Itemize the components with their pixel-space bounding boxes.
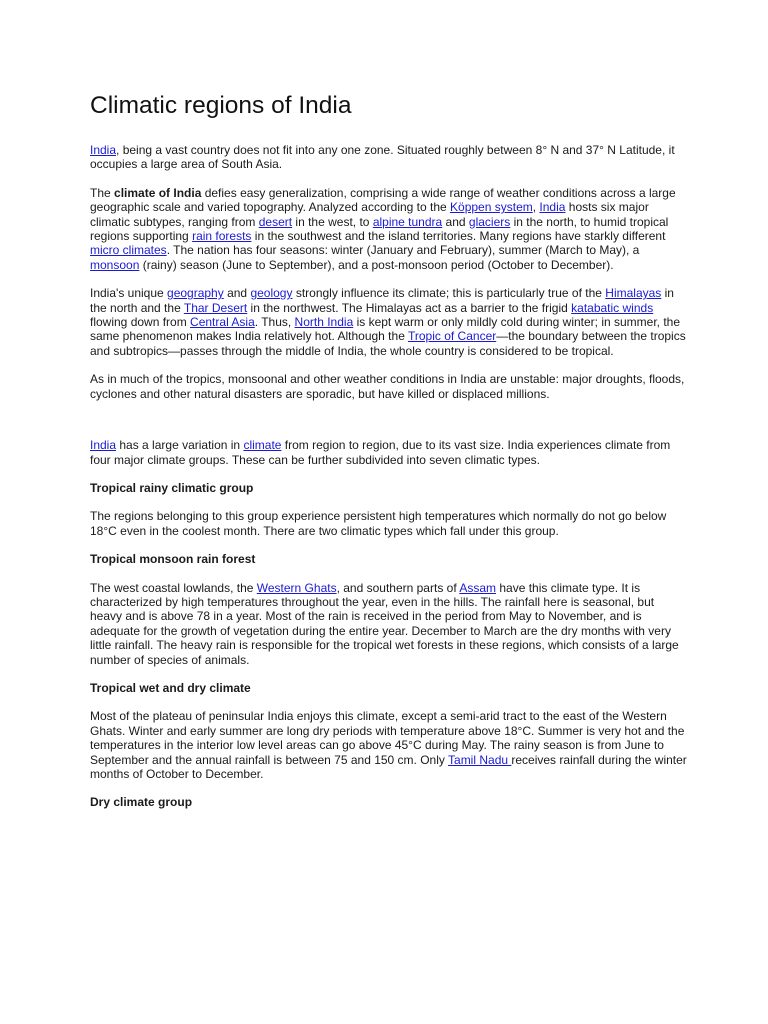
paragraph-tropical-wet-dry: Most of the plateau of peninsular India enjoys this climate, except a semi-arid tract to the east of the Western Ghats. Winter and early summer are long dry periods with temperature above 18°C. Summer is very hot and the temperatures in the interior low level areas can go above 45°C during May. The rainy season is from June to September and the annual rainfall is between 75 and 150 cm. Only Tamil Nadu receives rainfall during the winter months of October to December.	[90, 709, 687, 781]
link-india[interactable]: India	[539, 200, 566, 215]
heading-dry-climate: Dry climate group	[90, 795, 193, 810]
link-india[interactable]: India	[90, 143, 117, 157]
paragraph-intro: India, being a vast country does not fit into any one zone. Situated roughly between 8° N and 37° N Latitude, it occupies a large area of South Asia.	[90, 143, 675, 172]
link-himalayas[interactable]: Himalayas	[605, 286, 662, 301]
link-rain-forests[interactable]: rain forests	[192, 229, 252, 244]
link-monsoon[interactable]: monsoon	[90, 257, 140, 272]
link-katabatic-winds[interactable]: katabatic winds	[571, 300, 654, 315]
paragraph-instability: As in much of the tropics, monsoonal and other weather conditions in India are unstable: major droughts, floods, cyclones and other natural disasters are sporadic, but have killed or displaced millions.	[90, 372, 685, 401]
link-geography[interactable]: geography	[167, 286, 224, 301]
link-thar-desert[interactable]: Thar Desert	[183, 300, 248, 315]
link-micro-climates[interactable]: micro climates	[90, 243, 167, 258]
link-assam[interactable]: Assam	[459, 580, 497, 595]
link-tamil-nadu[interactable]: Tamil Nadu	[448, 752, 512, 767]
link-geology[interactable]: geology	[250, 286, 293, 301]
link-india[interactable]: India	[90, 438, 117, 453]
paragraph-tropical-monsoon: The west coastal lowlands, the Western Ghats, and southern parts of Assam have this climate type. It is characterized by high temperatures throughout the year, even in the hills. The rainfall here is seasonal, but heavy and is above 78 in a year. Most of the rain is received in the period from May to November, and is adequate for the growth of vegetation during the entire year. December to March are the dry months with very little rainfall. The heavy rain is responsible for the tropical wet forests in these regions, which consists of a large number of species of animals.	[90, 580, 679, 667]
link-desert[interactable]: desert	[258, 214, 293, 229]
link-western-ghats[interactable]: Western Ghats	[256, 580, 337, 595]
link-koppen-system[interactable]: Köppen system	[450, 200, 533, 215]
paragraph-tropical-rainy: The regions belonging to this group experience persistent high temperatures which normally do not go below 18°C even in the coolest month. There are two climatic types which fall under this group.	[90, 509, 667, 538]
paragraph-climate-overview: The climate of India defies easy generalization, comprising a wide range of weather conditions across a large geographic scale and varied topography. Analyzed according to the Köppen system, India hosts six major climatic subtypes, ranging from desert in the west, to alpine tundra and glaciers in the north, to humid tropical regions supporting rain forests in the southwest and the island territories. Many regions have starkly different micro climates. The nation has four seasons: winter (January and February), summer (March to May), a monsoon (rainy) season (June to September), and a post-monsoon period (October to December).	[90, 185, 676, 272]
link-climate[interactable]: climate	[243, 438, 282, 453]
link-glaciers[interactable]: glaciers	[468, 214, 511, 229]
paragraph-geography: India's unique geography and geology strongly influence its climate; this is particularly true of the Himalayas in the north and the Thar Desert in the northwest. The Himalayas act as a barrier to the frigid katabatic winds flowing down from Central Asia. Thus, North India is kept warm or only mildly cold during winter; in summer, the same phenomenon makes India relatively hot. Although the Tropic of Cancer—the boundary between the tropics and subtropics—passes through the middle of India, the whole country is considered to be tropical.	[90, 286, 686, 358]
bold-climate-of-india: climate of India	[114, 185, 202, 200]
link-tropic-of-cancer[interactable]: Tropic of Cancer	[407, 329, 497, 344]
heading-tropical-rainy: Tropical rainy climatic group	[90, 480, 254, 495]
heading-tropical-wet-dry: Tropical wet and dry climate	[90, 680, 251, 695]
page-title: Climatic regions of India	[90, 92, 352, 119]
link-alpine-tundra[interactable]: alpine tundra	[372, 214, 443, 229]
link-central-asia[interactable]: Central Asia	[190, 315, 255, 330]
paragraph-variation: India has a large variation in climate from region to region, due to its vast size. India experiences climate from four major climate groups. These can be further subdivided into seven climatic types.	[90, 438, 671, 467]
link-north-india[interactable]: North India	[294, 315, 354, 330]
heading-tropical-monsoon: Tropical monsoon rain forest	[90, 552, 256, 567]
